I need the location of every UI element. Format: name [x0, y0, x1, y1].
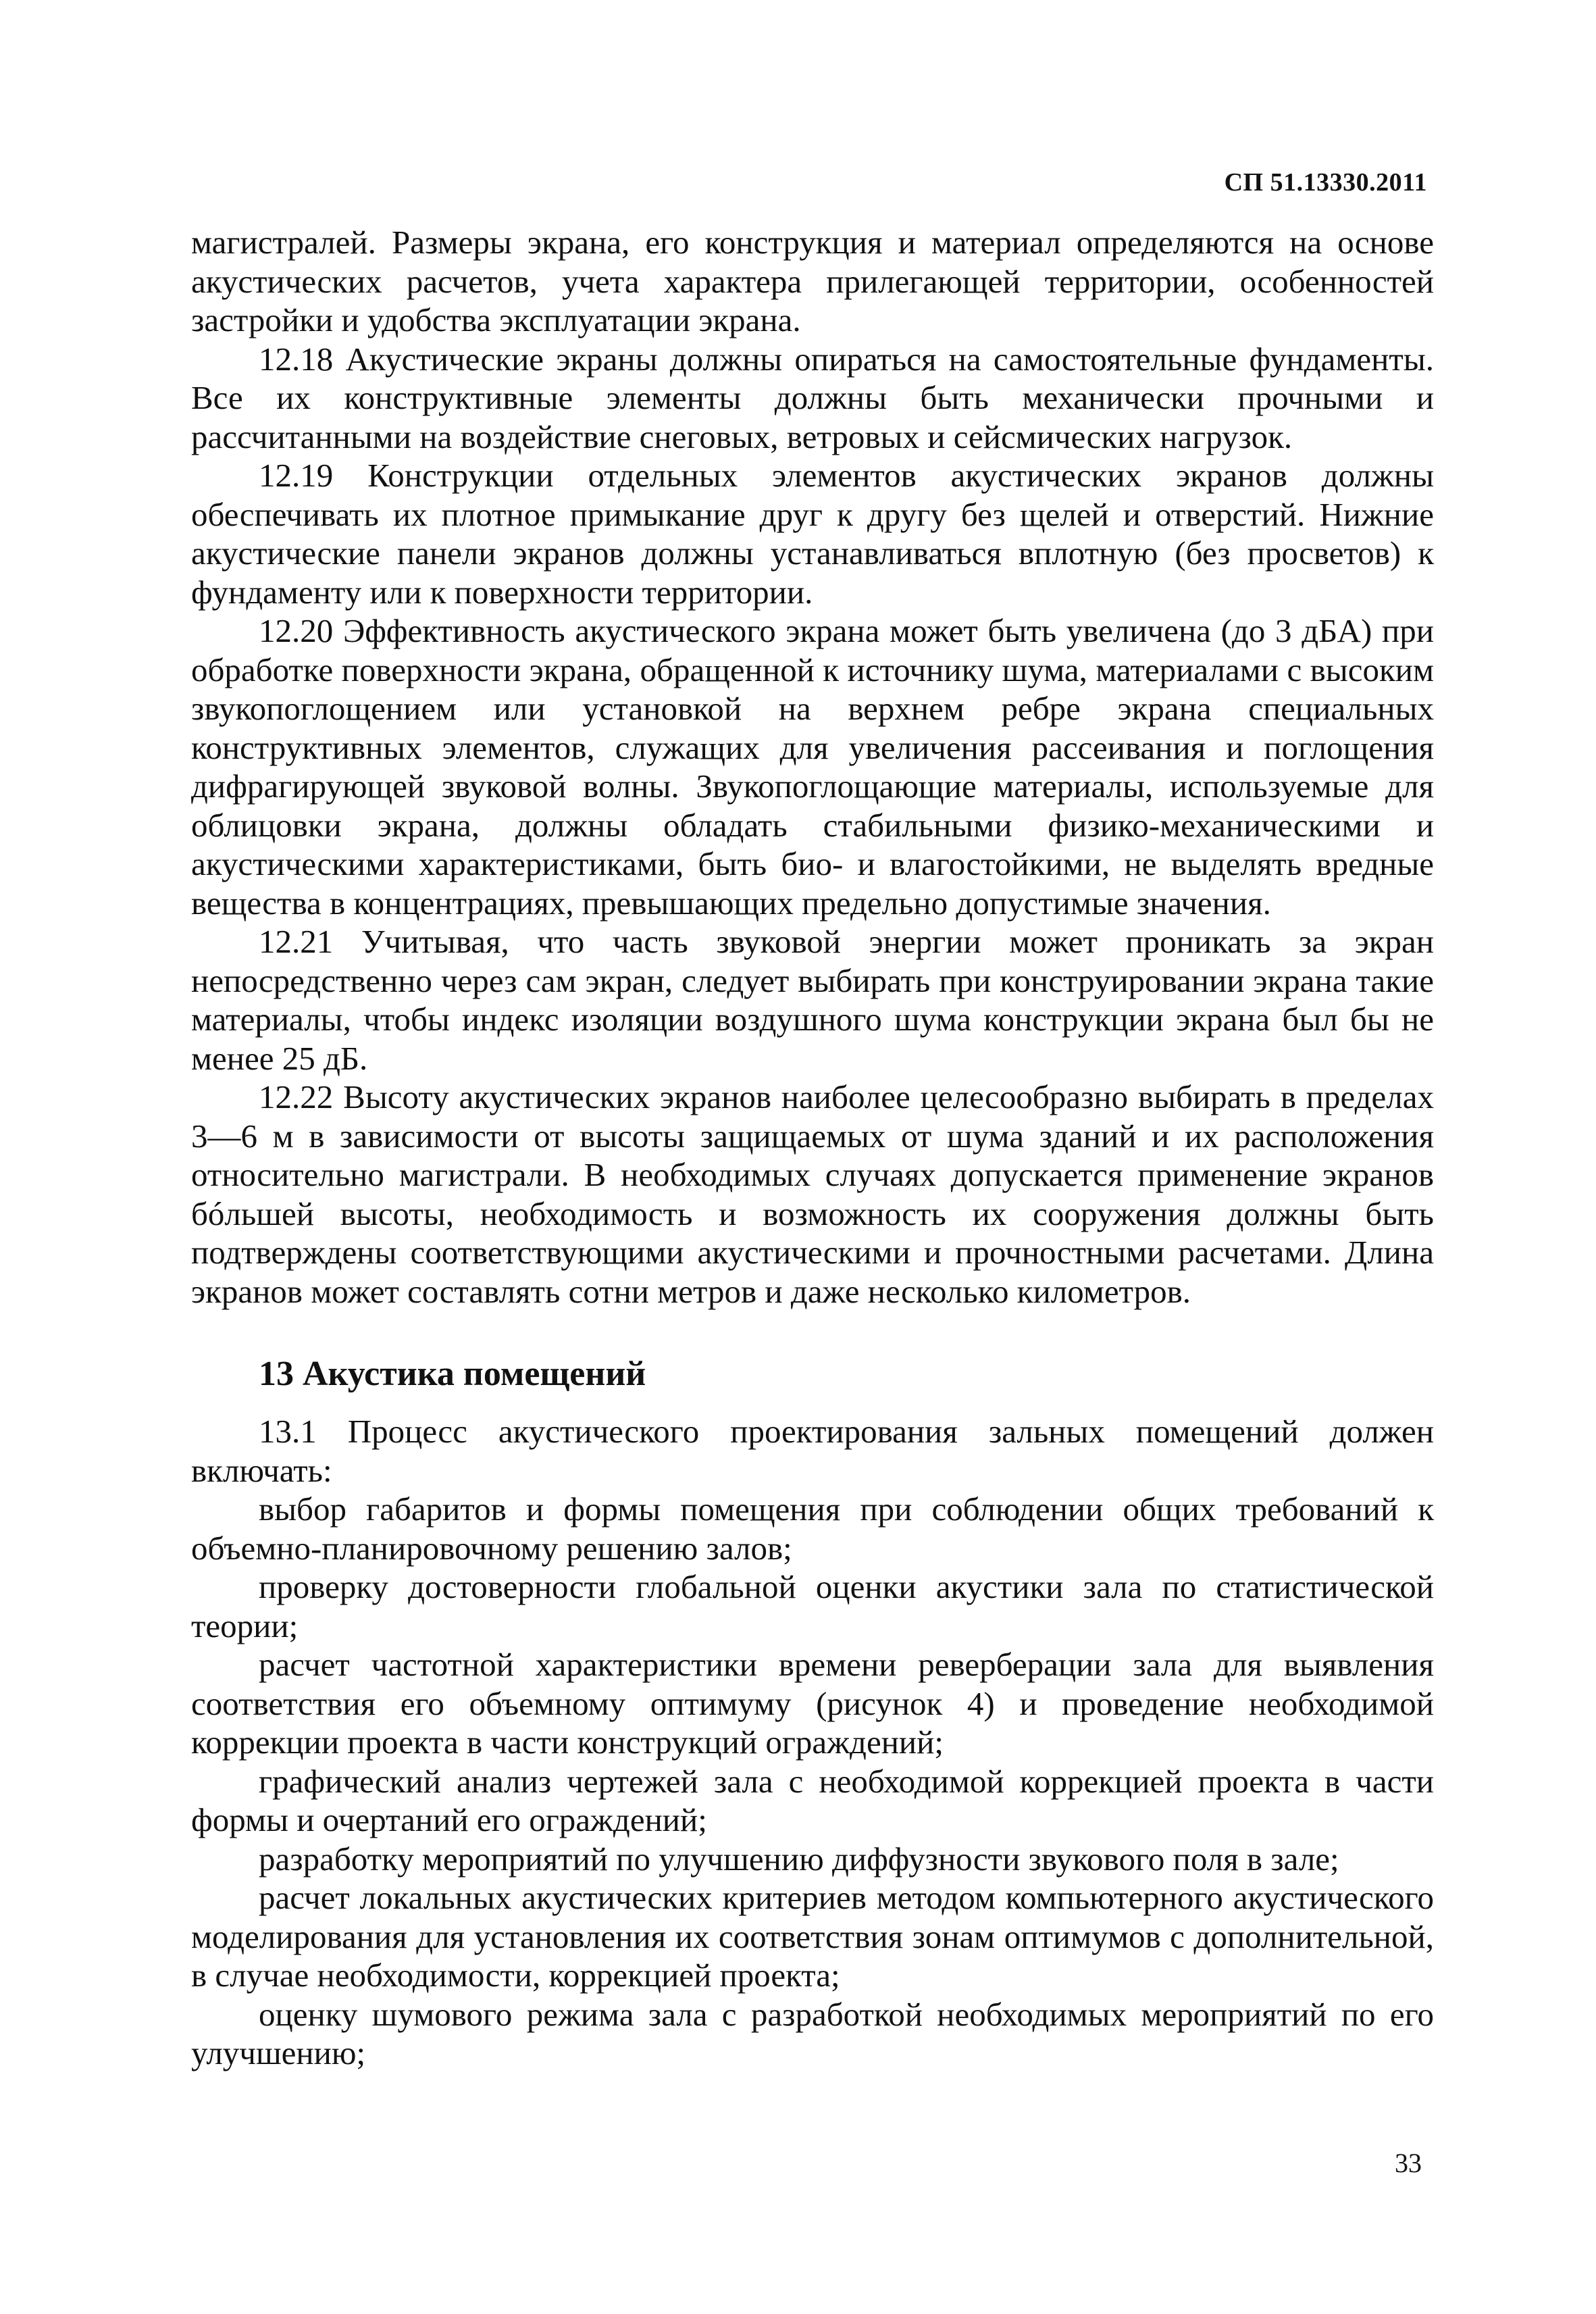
paragraph-continued: магистралей. Размеры экрана, его конструкция и материал определяются на основе акустических расчетов, учета характера прилегающей территории, особенностей застройки и удобства эксплуатации экрана.: [191, 224, 1434, 338]
paragraph-12-21: 12.21 Учитывая, что часть звуковой энергии может проникать за экран непосредственно через сам экран, следует выбирать при конструировании экрана такие материалы, чтобы индекс изоляции воздушного шума конструкции экрана был бы не менее 25 дБ.: [191, 923, 1434, 1077]
paragraph-13-1: 13.1 Процесс акустического проектирования зальных помещений должен включать:: [191, 1413, 1434, 1489]
document-code-header: СП 51.13330.2011: [1224, 168, 1427, 197]
paragraph-12-19: 12.19 Конструкции отдельных элементов акустических экранов должны обеспечивать их плотное примыкание друг к другу без щелей и отверстий. Нижние акустические панели экранов должны устанавливаться вплотную (без просветов) к фундаменту или к поверхности территории.: [191, 457, 1434, 611]
paragraph-12-22: 12.22 Высоту акустических экранов наиболее целесообразно выбирать в пределах 3—6 м в зависимости от высоты защищаемых от шума зданий и их расположения относительно магистрали. В необходимых случаях допускается применение экранов бóльшей высоты, необходимость и возможность их сооружения должны быть подтверждены соответствующими акустическими и прочностными расчетами. Длина экранов может составлять сотни метров и даже несколько километров.: [191, 1078, 1434, 1310]
paragraph-12-18: 12.18 Акустические экраны должны опираться на самостоятельные фундаменты. Все их конструктивные элементы должны быть механически прочными и рассчитанными на воздействие снеговых, ветровых и сейсмических нагрузок.: [191, 340, 1434, 455]
document-body: [191, 223, 1434, 2073]
list-item: оценку шумового режима зала с разработкой необходимых мероприятий по его улучшению;: [191, 1995, 1434, 2071]
list-item: расчет частотной характеристики времени реверберации зала для выявления соответствия его объемному оптимуму (рисунок 4) и проведение необходимой коррекции проекта в части конструкций ограждений;: [191, 1646, 1434, 1761]
list-item: графический анализ чертежей зала с необходимой коррекцией проекта в части формы и очертаний его ограждений;: [191, 1762, 1434, 1838]
list-item: выбор габаритов и формы помещения при соблюдении общих требований к объемно-планировочному решению залов;: [191, 1490, 1434, 1567]
list-item: расчет локальных акустических критериев методом компьютерного акустического моделирования для установления их соответствия зонам оптимумов с дополнительной, в случае необходимости, коррекцией проекта;: [191, 1879, 1434, 1994]
paragraph-12-20: 12.20 Эффективность акустического экрана может быть увеличена (до 3 дБА) при обработке поверхности экрана, обращенной к источнику шума, материалами с высоким звукопоглощением или установкой на верхнем ребре экрана специальных конструктивных элементов, служащих для увеличения рассеивания и поглощения дифрагирующей звуковой волны. Звукопоглощающие материалы, используемые для облицовки экрана, должны обладать стабильными физико-механическими и акустическими характеристиками, быть био- и влагостойкими, не выделять вредные вещества в концентрациях, превышающих предельно допустимые значения.: [191, 612, 1434, 922]
list-item: разработку мероприятий по улучшению диффузности звукового поля в зале;: [259, 1840, 1339, 1878]
section-heading-13: 13 Акустика помещений: [259, 1355, 646, 1393]
list-item: проверку достоверности глобальной оценки акустики зала по статистической теории;: [191, 1568, 1434, 1644]
page-number: 33: [1395, 2148, 1422, 2178]
